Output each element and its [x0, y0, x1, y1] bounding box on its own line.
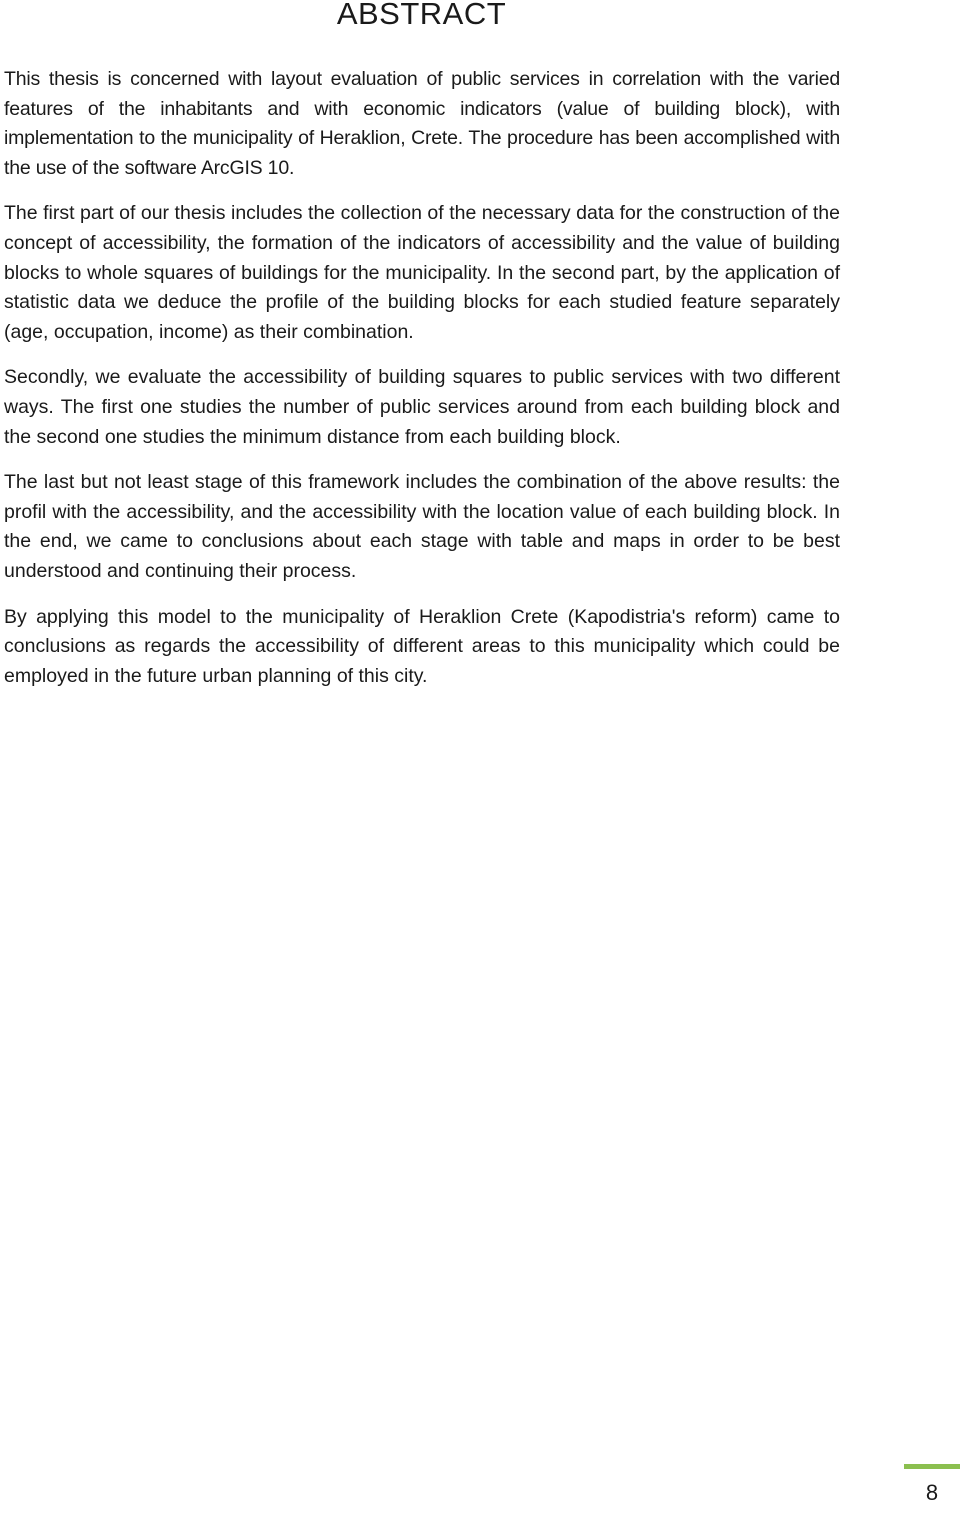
abstract-paragraph: Secondly, we evaluate the accessibility of building squares to public services with two different ways. The first one studies the number of public services around from each building block and the second one studies the minimum distance from each building block. [4, 366, 840, 448]
page-number: 8 [925, 1480, 939, 1505]
abstract-body [4, 65, 840, 707]
abstract-paragraph: By applying this model to the municipality of Heraklion Crete (Kapodistria's reform) came to conclusions as regards the accessibility of different areas to this municipality which could be employed in the future urban planning of this city. [4, 605, 840, 687]
page-number-box [904, 1464, 960, 1518]
abstract-paragraph: This thesis is concerned with layout evaluation of public services in correlation with the varied features of the inhabitants and with economic indicators (value of building block), with implementation to the municipality of Heraklion, Crete. The procedure has been accomplished with the use of the software ArcGIS 10. [4, 68, 840, 179]
abstract-paragraph: The first part of our thesis includes the collection of the necessary data for the construction of the concept of accessibility, the formation of the indicators of accessibility and the value of building blocks to whole squares of buildings for the municipality. In the second part, by the application of statistic data we deduce the profile of the building blocks for each studied feature separately (age, occupation, income) as their combination. [4, 202, 840, 343]
abstract-paragraph: The last but not least stage of this framework includes the combination of the above results: the profil with the accessibility, and the accessibility with the location value of each building block. In the end, we came to conclusions about each stage with table and maps in order to be best understood and continuing their process. [4, 471, 840, 582]
page-title: ABSTRACT [336, 0, 507, 31]
